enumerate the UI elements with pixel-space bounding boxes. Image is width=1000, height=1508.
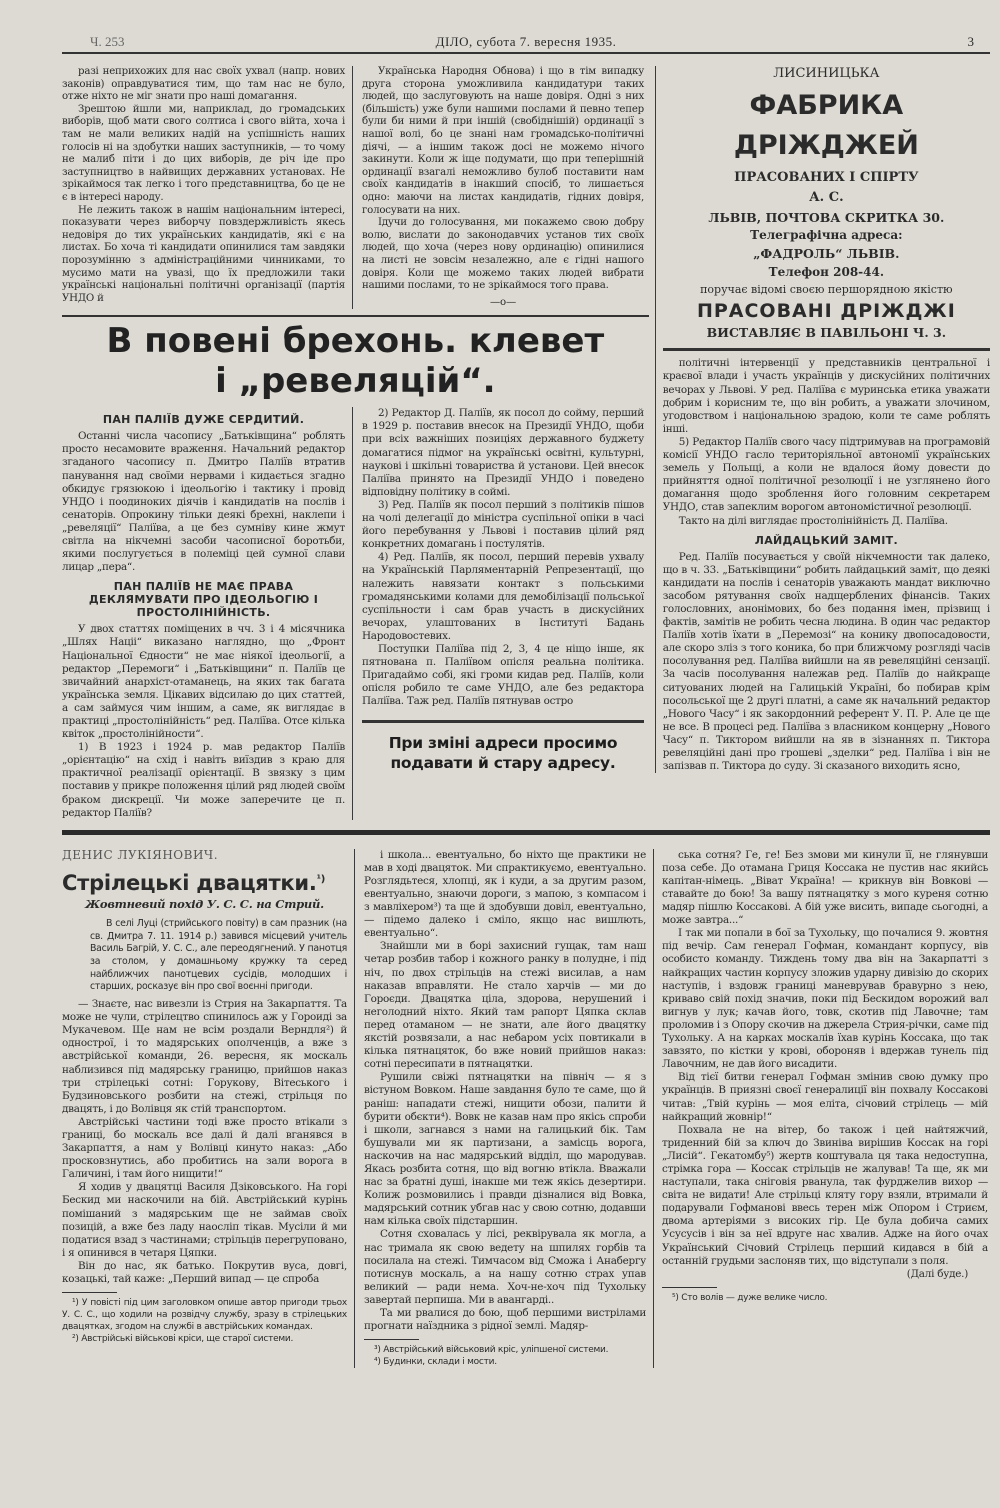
article-middle-column xyxy=(352,407,644,819)
end-mark: —o— xyxy=(490,296,516,308)
ad-telegraph: „ФАДРОЛЬ“ ЛЬВІВ. xyxy=(753,246,900,262)
paragraph: Ред. Паліїв посувається у своїй нікчемности так далеко, що в ч. 33. „Батьківщини“ робить лайдацький заміт, що деякі кандидати на послів і сенаторів уважають мандат виключно засобом рятування своїх надщерблених фінансів. Таких голословних, анонімових, бо без подання імен, прізвищ і фактів, замітів не робить чесна людина. В один час редактор Паліїв хотів їхати в „Перемозі“ на конику двопосадовости, але скоро зліз з того коника, бо при ближчому розгляді часів посолування ред. Паліїва вийшли на яв ревеляційні сензації. За часів посолування належав ред. Паліїв до найкраще ситуованих людей на Галицькій Україні, бо побирав крім посольської ще 2 другі платні, а саме як начальний редактор „Нового Часу“ і як закордонний референт У. П. Р. Але це ще не все. В процесі ред. Паліїва з власником концерну „Нового Часу“ п. Тикторoм вийшли на яв в зізнаннях п. Тиктора ревеляційні дані про грошеві „зделки“ ред. Паліїва і він не запізвав п. Тиктора до суду. Зі сказаного виходить ясно, xyxy=(662,550,990,773)
footnote: ¹) У повісті під цим заголовком опише автор пригоди трьох У. С. С., що ходили на розвідчу службу, зразу в стрілецьких двацятках, згодом на службі в австрійських командах. xyxy=(62,1298,347,1333)
section-heading: ЛАЙДАЦЬКИЙ ЗАМІТ. xyxy=(754,533,898,547)
notice-line: При зміні адреси просимо xyxy=(388,734,618,753)
ad-line: ЛИСИНИЦЬКА xyxy=(773,66,880,81)
story-author: ДЕНИС ЛУКІЯНОВИЧ. xyxy=(62,847,219,862)
to-be-continued: (Далі буде.) xyxy=(906,1267,968,1280)
paragraph: Я ходив у двацятці Василя Дзіковського. На горі Бескид ми наскочили на бій. Австрійський курінь помішаний з мадярським ще не займав своїх позицій, а вже без ладу наосліп тікав. Мусіли й ми податися взад з частинами; стрільців перегруповано, і я опинився в четаря Цяпки. xyxy=(62,1181,347,1259)
paragraph: 2) Редактор Д. Паліїв, як посол до сойму, перший в 1929 р. поставив внесок на Президії УНДО, щоби при всіх важніших позиціях державного буджету домагатися підмог на українські освітні, культурні, наукові і шкільні товариства й установи. Цей внесок Паліїва принято на Президії УНДО і поведено відповідну політику в соймі. xyxy=(362,407,644,498)
paragraph: Зрештою йшли ми, наприклад, до громадських виборів, щоб мати свого солтиса і свого війта, хоча і там не мали великих надій на успішність наших голосів ні на здобутки наших заступників, — то чому не малиб піти і до цих виборів, де річ іде про заступництво в найвищих державних установах. Не зрікаймося так легко і того представництва, бо це не є в інтересі народу. xyxy=(62,103,345,203)
paragraph: 1) В 1923 і 1924 р. мав редактор Паліїв „орієнтацію“ на схід і навіть виїздив з краю для практичної реалізації орієнтації. В звязку з цим поставив у прикре положення цілий ряд людей своїм браком дискреції. Чи може заперечите це п. редактор Паліїв? xyxy=(62,741,346,819)
paragraph: 4) Ред. Паліїв, як посол, перший перевів ухвалу на Українській Парляментарній Репрезентації, що належить навязати контакт з польськими громадянськими колами для демобілізації польської суспільности і сам брав участь в дискусійних вечорах, улаштованих в Інституті Бадань Народовостевих. xyxy=(362,551,644,642)
right-region xyxy=(655,66,990,773)
footnote-rule xyxy=(62,1292,117,1293)
top-left-column xyxy=(62,66,352,309)
story-column-3 xyxy=(653,849,988,1368)
ad-address: ЛЬВІВ, ПОЧТОВА СКРИТКА 30. xyxy=(708,209,945,225)
story-subtitle: Жовтневий похід У. С. С. на Стрий. xyxy=(85,896,324,911)
paragraph: Сотня сховалась у лісі, реквірувала як могла, а нас тримала як свою ведету на шпилях горбів та посилала на стежі. Тимчасом від Сможа і Анабергу потиснув москаль, а на нашу сотню страх упав великий — ради нема. Хоч-не-хоч під Тухольку завертай перпиша. Ми в авангарді.. xyxy=(364,1228,646,1306)
paragraph: Він до нас, як батько. Покрутив вуса, довгі, козацькі, тай каже: „Перший випад — це спроба xyxy=(62,1259,347,1285)
headline-line: і „ревеляцій“. xyxy=(215,361,496,402)
ad-line: ПРАСОВАНИХ І СПІРТУ xyxy=(734,170,919,186)
story-intro: В селі Луці (стрийського повіту) в сам празник (на св. Дмитра 7. 11. 1914 р.) завився місцевий учитель Василь Багрій, У. С. С., але переодягнений. У панотця за столом, у домашньому кружку та серед найближчих панотцевих сусідів, молодших і старших, росказує він про свої воєнні пригоди. xyxy=(90,917,347,993)
paragraph: — Знаєте, нас вивезли із Стрия на Закарпаття. Та може не чули, стрілецтво спинилось аж у Гороиді за Мукачевом. Ще нам не всім роздали Верндля²) й однострої, і то мадярських ополченців, а вже з австрійської команди, 26. вересня, як москаль наблизився під мадярську границю, прийшов наказ три стрілецькі сотні: Горукову, Вітеського і Будзиновського розбити на стежі, стрільця по двацять, і до Волівця як стій транспортом. xyxy=(62,998,347,1115)
paragraph: Українська Народня Обнова) і що в тім випадку друга сторона уможливила кандидатури таких людей, що заслуговують на наше довіря. Одні з них (більшість) уже були нашими послами й певно тепер були би ними й при іншій (свобіднішій) ординації з нашої волі, бо це знані нам громадсько-політичні діячі, — а іншим також досі не можемо нічого закинути. Коли ж іще подумати, що при теперішній ординації взагалі неможливо булоб поставити нам своїх кандидатів в інакший спосіб, то лишається одно: маючи на листах кандидатів, гідних довіря, голосувати на них. xyxy=(362,66,644,216)
paragraph: ська сотня? Ге, ге! Без змови ми кинули її, не глянувши поза себе. До отамана Гриця Коссака не пустив нас якийсь капітан-німець. „Віват Україна! — крикнув він Вовкові — ставайте до бою! За вашу пятнацятку з мого куреня сотню мадяр пішлю Коссакові. А бій уже висить, випаде сьогодні, а може завтра...“ xyxy=(662,848,988,927)
paragraph: Не лежить також в нашім національним інтересі, показувати через виборчу повздержливість якесь недовіря до тих українських кандидатів, які є на листах. Бо хоча ті кандидати опинилися там завдяки порозумінню з адміністраційними чинниками, то мусимо мати на увазі, що їх предложили таки українські національні політичні організації (партія УНДО й xyxy=(62,204,345,304)
footnote: ⁵) Сто волів — дуже велике число. xyxy=(672,1292,828,1303)
ad-phone: Телефон 208-44. xyxy=(768,265,885,279)
paragraph: політичні інтервенції у представників центральної і краєвої влади і участь українців у дискусійних політичних вечорах у Львові. У ред. Паліїва є муринська етика уважати добрим і корисним те, що він робить, а уважати злочином, угодовством і національною зрадою, коли те саме роблять інші. xyxy=(662,357,990,435)
paragraph: і школа... евентуально, бо ніхто ще практики не мав в ході двацяток. Ми спрактикуємо, евентуально. Розглядьтеся, хлопці, як і куди, а за другим разом, евентуально, знаючи дороги, з мапою, з компасом і з мавліхером³) та ще й здобувши довіл, евентуально, — підемо далеко і сміло, якщо нас вишлють, евентуально“. xyxy=(364,848,646,940)
footnote-rule xyxy=(364,1339,419,1340)
yeast-factory-advertisement xyxy=(663,66,990,351)
ad-line: А. С. xyxy=(809,189,844,205)
section-divider xyxy=(62,830,990,835)
paragraph: Та ми рвалися до бою, щоб першими вистрілами прогнати наїздника з рідної землі. Мадяр- xyxy=(364,1307,646,1333)
article-headline xyxy=(62,321,649,401)
ad-line: Телеграфічна адреса: xyxy=(750,228,903,243)
article-right-column xyxy=(663,357,990,773)
ad-brand: ФАБРИКА ДРІЖДЖЕЙ xyxy=(733,90,919,162)
newspaper-page xyxy=(62,0,990,1388)
paragraph: І так ми попали в бої за Тухольку, що почалися 9. жовтня під вечір. Сам генерал Гофман, командант корпусу, вів особисто команду. Тиждень тому два він на Закарпатті з найкращих частин корпусу зложив ударну дивізію до скорих наступів, і вздовж границі маневрував бравурно з нею, криваво свій похід значив, поки під Бескидом ворожий вал вигнув у лук; качав його, товк, скотив під Лавочне; там проломив і з Опору скочив на джерела Стрия-річки, саме під Тухольку. А на карках москалів їхав курінь Коссака, що так завзято, по кістки у крові, обороняв і вдержав тунель під Лавочним, не дав його висадити. xyxy=(662,927,988,1071)
footnote: ³) Австрійський військовий кріс, уліпшеної системи. xyxy=(374,1345,609,1356)
headline-line: В повені брехонь. клевет xyxy=(106,321,605,362)
paragraph: Від тієї битви генерал Гофман змінив свою думку про українців. В приязні своєї генералиції він похвалу Коссакові читав: „Твій курінь — моя еліта, січовий стрілець — мій найкращий жовнір!“ xyxy=(662,1071,988,1123)
section-heading: ПАН ПАЛІЇВ ДУЖЕ СЕРДИТИЙ. xyxy=(102,413,305,427)
page-number: 3 xyxy=(967,34,974,49)
paragraph: 5) Редактор Паліїв свого часу підтримував на програмовій комісії УНДО гасло територіяльної автономії українських земель у Польщі, а коли не вдалося йому довести до прийняття одної політичної резолюції і не узглянено його домагання щодо зроблення його головним секретарем УНДО, став запеклим ворогом автономістичної резолюції. xyxy=(662,435,990,514)
paragraph: Похвала не на вітер, бо також і цей найтяжчий, триденний бій за ключ до Звиніва вирішив Коссак на горі „Лисій“. Гекатомбу⁵) жертв коштувала ця така недоступна, стрімка гора — Коссак стрільців не жалував! Та ще, як ми наступали, така сніговія рванула, так фурджелив вихор — світа не видати! Але стрільці кляту гору взяли, втримали й подарували Гофманові ввесь терен між Опором і Стриєм, двома артеріями з високих гір. Це була добича самих Усусусів і він за неї вдруге нас хвалив. Адже на його очах Український Січовий Стрілець перший кидався в бій а останній грудьми заслоняв тих, що відступали з поля. xyxy=(662,1123,988,1267)
footnote: ⁴) Будинки, склади і мости. xyxy=(374,1357,497,1368)
upper-section xyxy=(62,66,990,820)
page-header xyxy=(62,34,990,54)
story-title: Стрілецькі двацятки. xyxy=(62,870,317,895)
top-columns xyxy=(62,66,649,317)
left-region xyxy=(62,66,649,820)
top-middle-column xyxy=(352,66,644,309)
paragraph: 3) Ред. Паліїв як посол перший з політиків пішов на чолі делегації до міністра суспільної опіки в часі його перебування у Львові і поставив цілий ряд конкретних домагань і постулятів. xyxy=(362,498,644,551)
story-column-2 xyxy=(354,849,653,1368)
paragraph: Останні числа часопису „Батьківщина“ роблять просто несамовите враження. Начальний редактор згаданого часопису п. Дмитро Паліїв втратив панування над своїми нервами і кидається згадно обкидує грязюкою і ідеольогію і тактику і провід УНДО і поодиноких діячів і кандидатів на послів і сенаторів. Опрокину тільки деякі брехні, наклепи і „ревеляції“ Паліїва, а це без сумніву кине жмут світла на нікчемні засоби часописної боротьби, якими послугується в полеміці цей сумної слави лицар „пера“. xyxy=(62,430,345,574)
paragraph: Такто на ділі виглядає простолінійність Д. Паліїва. xyxy=(678,514,948,527)
ad-line: ВИСТАВЛЯЄ В ПАВІЛЬОНІ Ч. 3. xyxy=(706,324,947,340)
story-column-1 xyxy=(62,849,354,1368)
section-heading: ПАН ПАЛІЇВ НЕ МАЄ ПРАВА ДЕКЛЯМУВАТИ ПРО ІДЕОЛЬОГІЮ І ПРОСТОЛІНІЙНІСТЬ. xyxy=(88,580,319,620)
ad-product: ПРАСОВАНІ ДРІЖДЖІ xyxy=(696,299,956,322)
title-footnote-mark: ¹) xyxy=(316,873,326,885)
paragraph: разі неприхожих для нас своїх ухвал (напр. нових законів) оправдуватися тим, що там нас не було, отже ніхто не міг знати про наші домагання. xyxy=(62,66,345,103)
newspaper-title: ДІЛО, субота 7. вересня 1935. xyxy=(435,34,617,49)
paragraph: Знайшли ми в борі захисний гущак, там наш четар розбив табор і кожного ранку в полудне, і під ніч, по двох стрільців на стежі висилав, а нам наказав вправляти. Не стало харчів — ми до Гороєди. Двацятка ціла, здорова, нерушений і неголодний ніхто. Який там рапорт Цяпка склав перед отаманом — не знати, але його двацятку якстій розвязали, а нас небаром усіх повтикали в кілька пятнацяток, бо вже новий прийшов наказ: сотні пересипати в пятнацятки. xyxy=(364,940,646,1071)
footnote: ²) Австрійські військові кріси, ще старої системи. xyxy=(72,1334,294,1345)
paragraph: У двох статтях поміщених в чч. 3 і 4 місячника „Шлях Націі“ виказано наглядно, що „Фронт Національної Єдности“ не має ніякої ідеольогії, а редактор „Перемоги“ і „Батьківщини“ п. Паліїв це звичайний анархіст-отаманець, на яких так багата українська земля. Цікавих відсилаю до цих статтей, а сам займуся чим іншим, а саме, як виглядає в практиці „простолінійність“ ред. Паліїва. Отсе кілька квіток „простолінійности“. xyxy=(62,623,345,741)
address-change-notice xyxy=(362,720,644,773)
paragraph: Поступки Паліїва під 2, 3, 4 це ніщо інше, як пятнована п. Паліївом опісля реальна політика. Пригадаймо собі, які громи кидав ред. Паліїв, коли опісля робило те саме УНДО, але без редактора Паліїва. Таж ред. Паліїв пятнував остро xyxy=(362,642,644,708)
article-columns xyxy=(62,407,649,819)
paragraph: Рушили свіжі пятнацятки на північ — я з вістуном Вовком. Наше завдання було те саме, що й раніш: нападати стежі, нищити обози, палити й бурити обєкти⁴). Вовк не казав нам про якісь спроби і школи, загнався з нами на галицький бік. Там бушували ми як партизани, а замісць ворога, наскочив на нас мадярський відділ, що мародував. Якась розбита сотня, що від вогню втікла. Вважали нас за братні душі, інакше ми теж якісь дезертири. Колиж розмовились і правди дізналися від Вовка, мадярський сотник убгав нас у свою сотню, додавши нам кілька своїх підстаршин. xyxy=(364,1071,646,1228)
issue-number: Ч. 253 xyxy=(90,34,125,49)
footnote-rule xyxy=(662,1287,717,1288)
paragraph: Австрійські частини тоді вже просто втікали з границі, бо москаль все далі й далі вганявся в Закарпаття, а нам у Волівці кинуто наказ: „Або просковзнутись, або пробитись на зали ворога в Галичині, і там його нищити!“ xyxy=(62,1115,347,1181)
paragraph: Ідучи до голосування, ми покажемо свою добру волю, вислати до законодавчих установ тих своїх людей, що хоча (через нову ординацію) опинилися на листі не зовсім незалежно, але є гідні нашого довіря. Коли ще можемо таких людей вибрати нашими послами, то не зрікаймося того права. xyxy=(362,217,644,292)
ad-line: поручає відомі своєю першорядною якістю xyxy=(700,283,953,296)
article-left-column xyxy=(62,407,352,819)
story-section xyxy=(62,849,990,1368)
notice-line: подавати й стару адресу. xyxy=(390,754,616,773)
